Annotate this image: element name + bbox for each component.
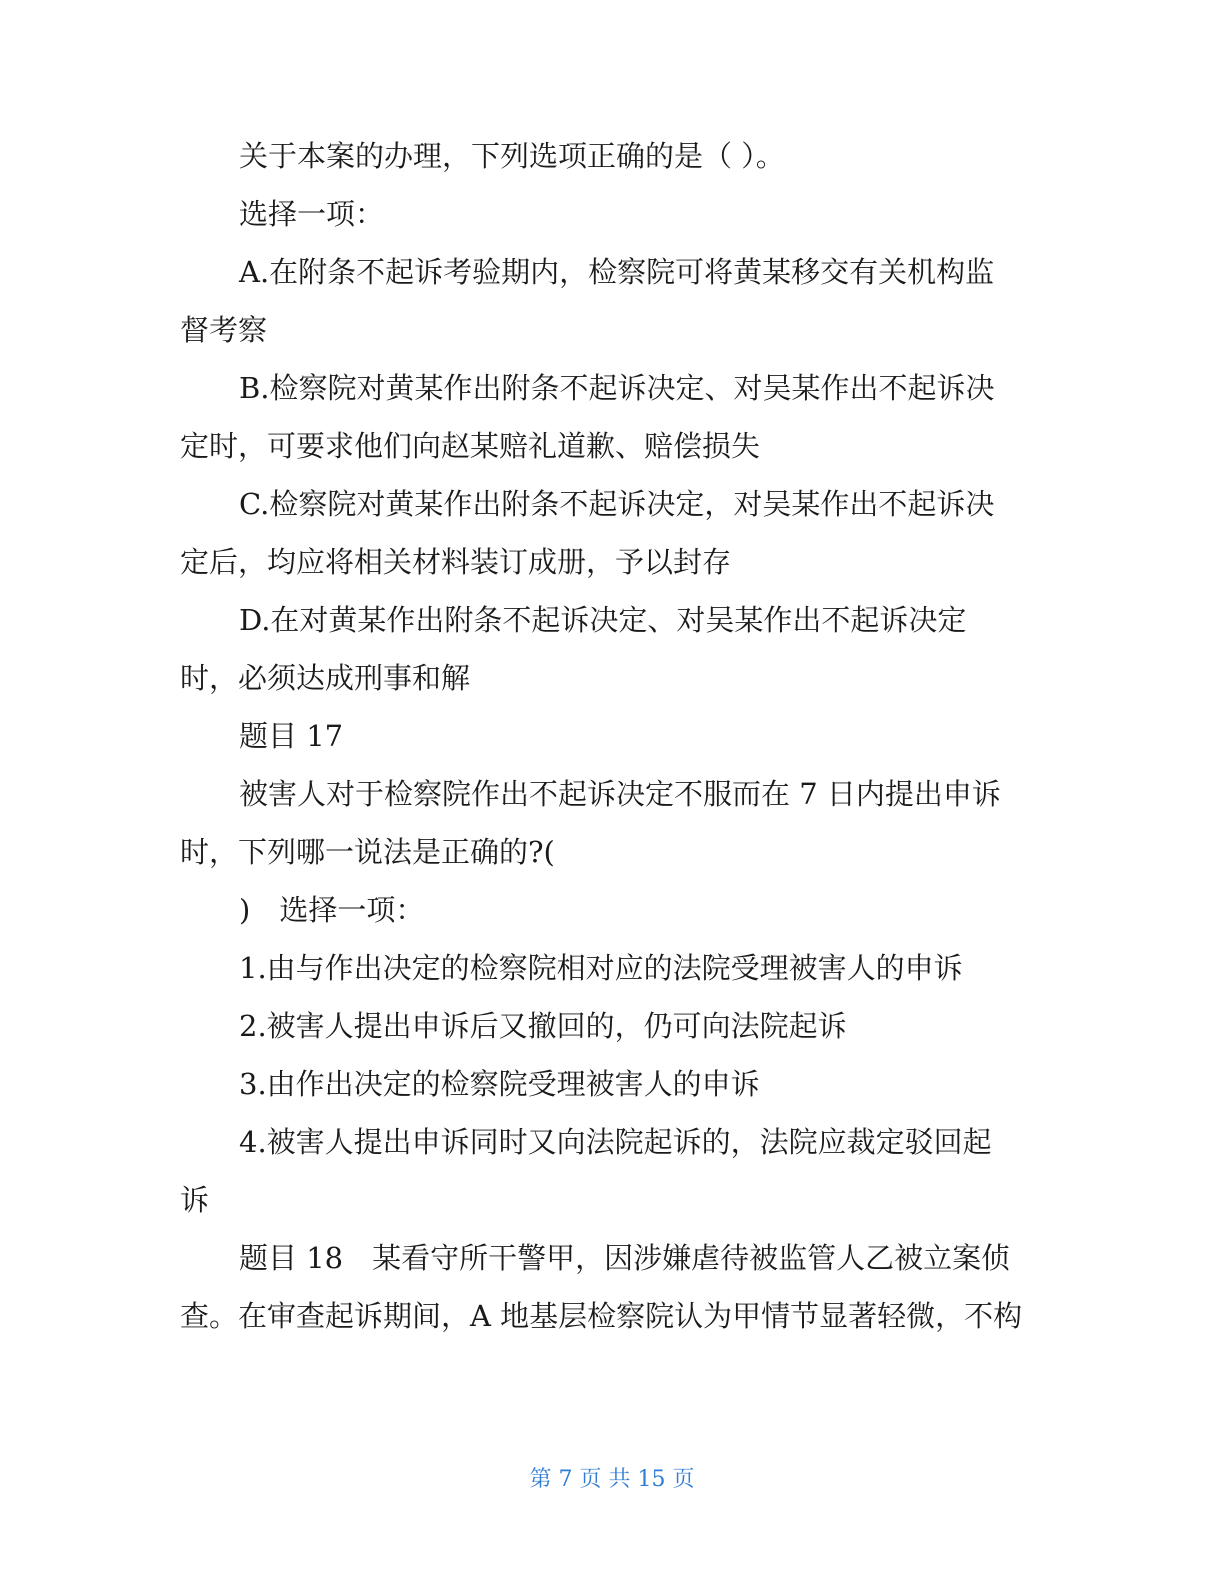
text-line: 关于本案的办理，下列选项正确的是（ ）。: [239, 139, 785, 173]
text-line: ) 选择一项：: [239, 893, 425, 927]
answer-option: 3.由作出决定的检察院受理被害人的申诉: [239, 1067, 760, 1101]
text-line: 时，必须达成刑事和解: [180, 661, 471, 695]
text-line: 选择一项：: [239, 197, 385, 231]
text-line: D.在对黄某作出附条不起诉决定、对吴某作出不起诉决定: [239, 603, 967, 637]
document-body: [180, 127, 1040, 1345]
question-heading: 题目 17: [239, 719, 344, 753]
text-line: 时，下列哪一说法是正确的?(: [180, 835, 555, 869]
page-number-footer: 第 7 页 共 15 页: [529, 1467, 695, 1492]
answer-option: 2.被害人提出申诉后又撤回的，仍可向法院起诉: [239, 1009, 847, 1043]
answer-option: 1.由与作出决定的检察院相对应的法院受理被害人的申诉: [239, 951, 963, 985]
text-line: 定后，均应将相关材料装订成册，予以封存: [180, 545, 732, 579]
text-line: 定时，可要求他们向赵某赔礼道歉、赔偿损失: [180, 429, 761, 463]
text-line: 诉: [180, 1183, 210, 1217]
question-heading: 题目 18 某看守所干警甲，因涉嫌虐待被监管人乙被立案侦: [239, 1241, 1011, 1275]
text-line: A.在附条不起诉考验期内，检察院可将黄某移交有关机构监: [239, 255, 995, 289]
text-line: C.检察院对黄某作出附条不起诉决定，对吴某作出不起诉决: [239, 487, 995, 521]
text-line: 督考察: [180, 313, 268, 347]
text-line: 查。在审查起诉期间，A 地基层检察院认为甲情节显著轻微，不构: [180, 1299, 1023, 1333]
text-line: B.检察院对黄某作出附条不起诉决定、对吴某作出不起诉决: [239, 371, 995, 405]
text-line: 被害人对于检察院作出不起诉决定不服而在 7 日内提出申诉: [239, 777, 1001, 811]
answer-option: 4.被害人提出申诉同时又向法院起诉的，法院应裁定驳回起: [239, 1125, 992, 1159]
